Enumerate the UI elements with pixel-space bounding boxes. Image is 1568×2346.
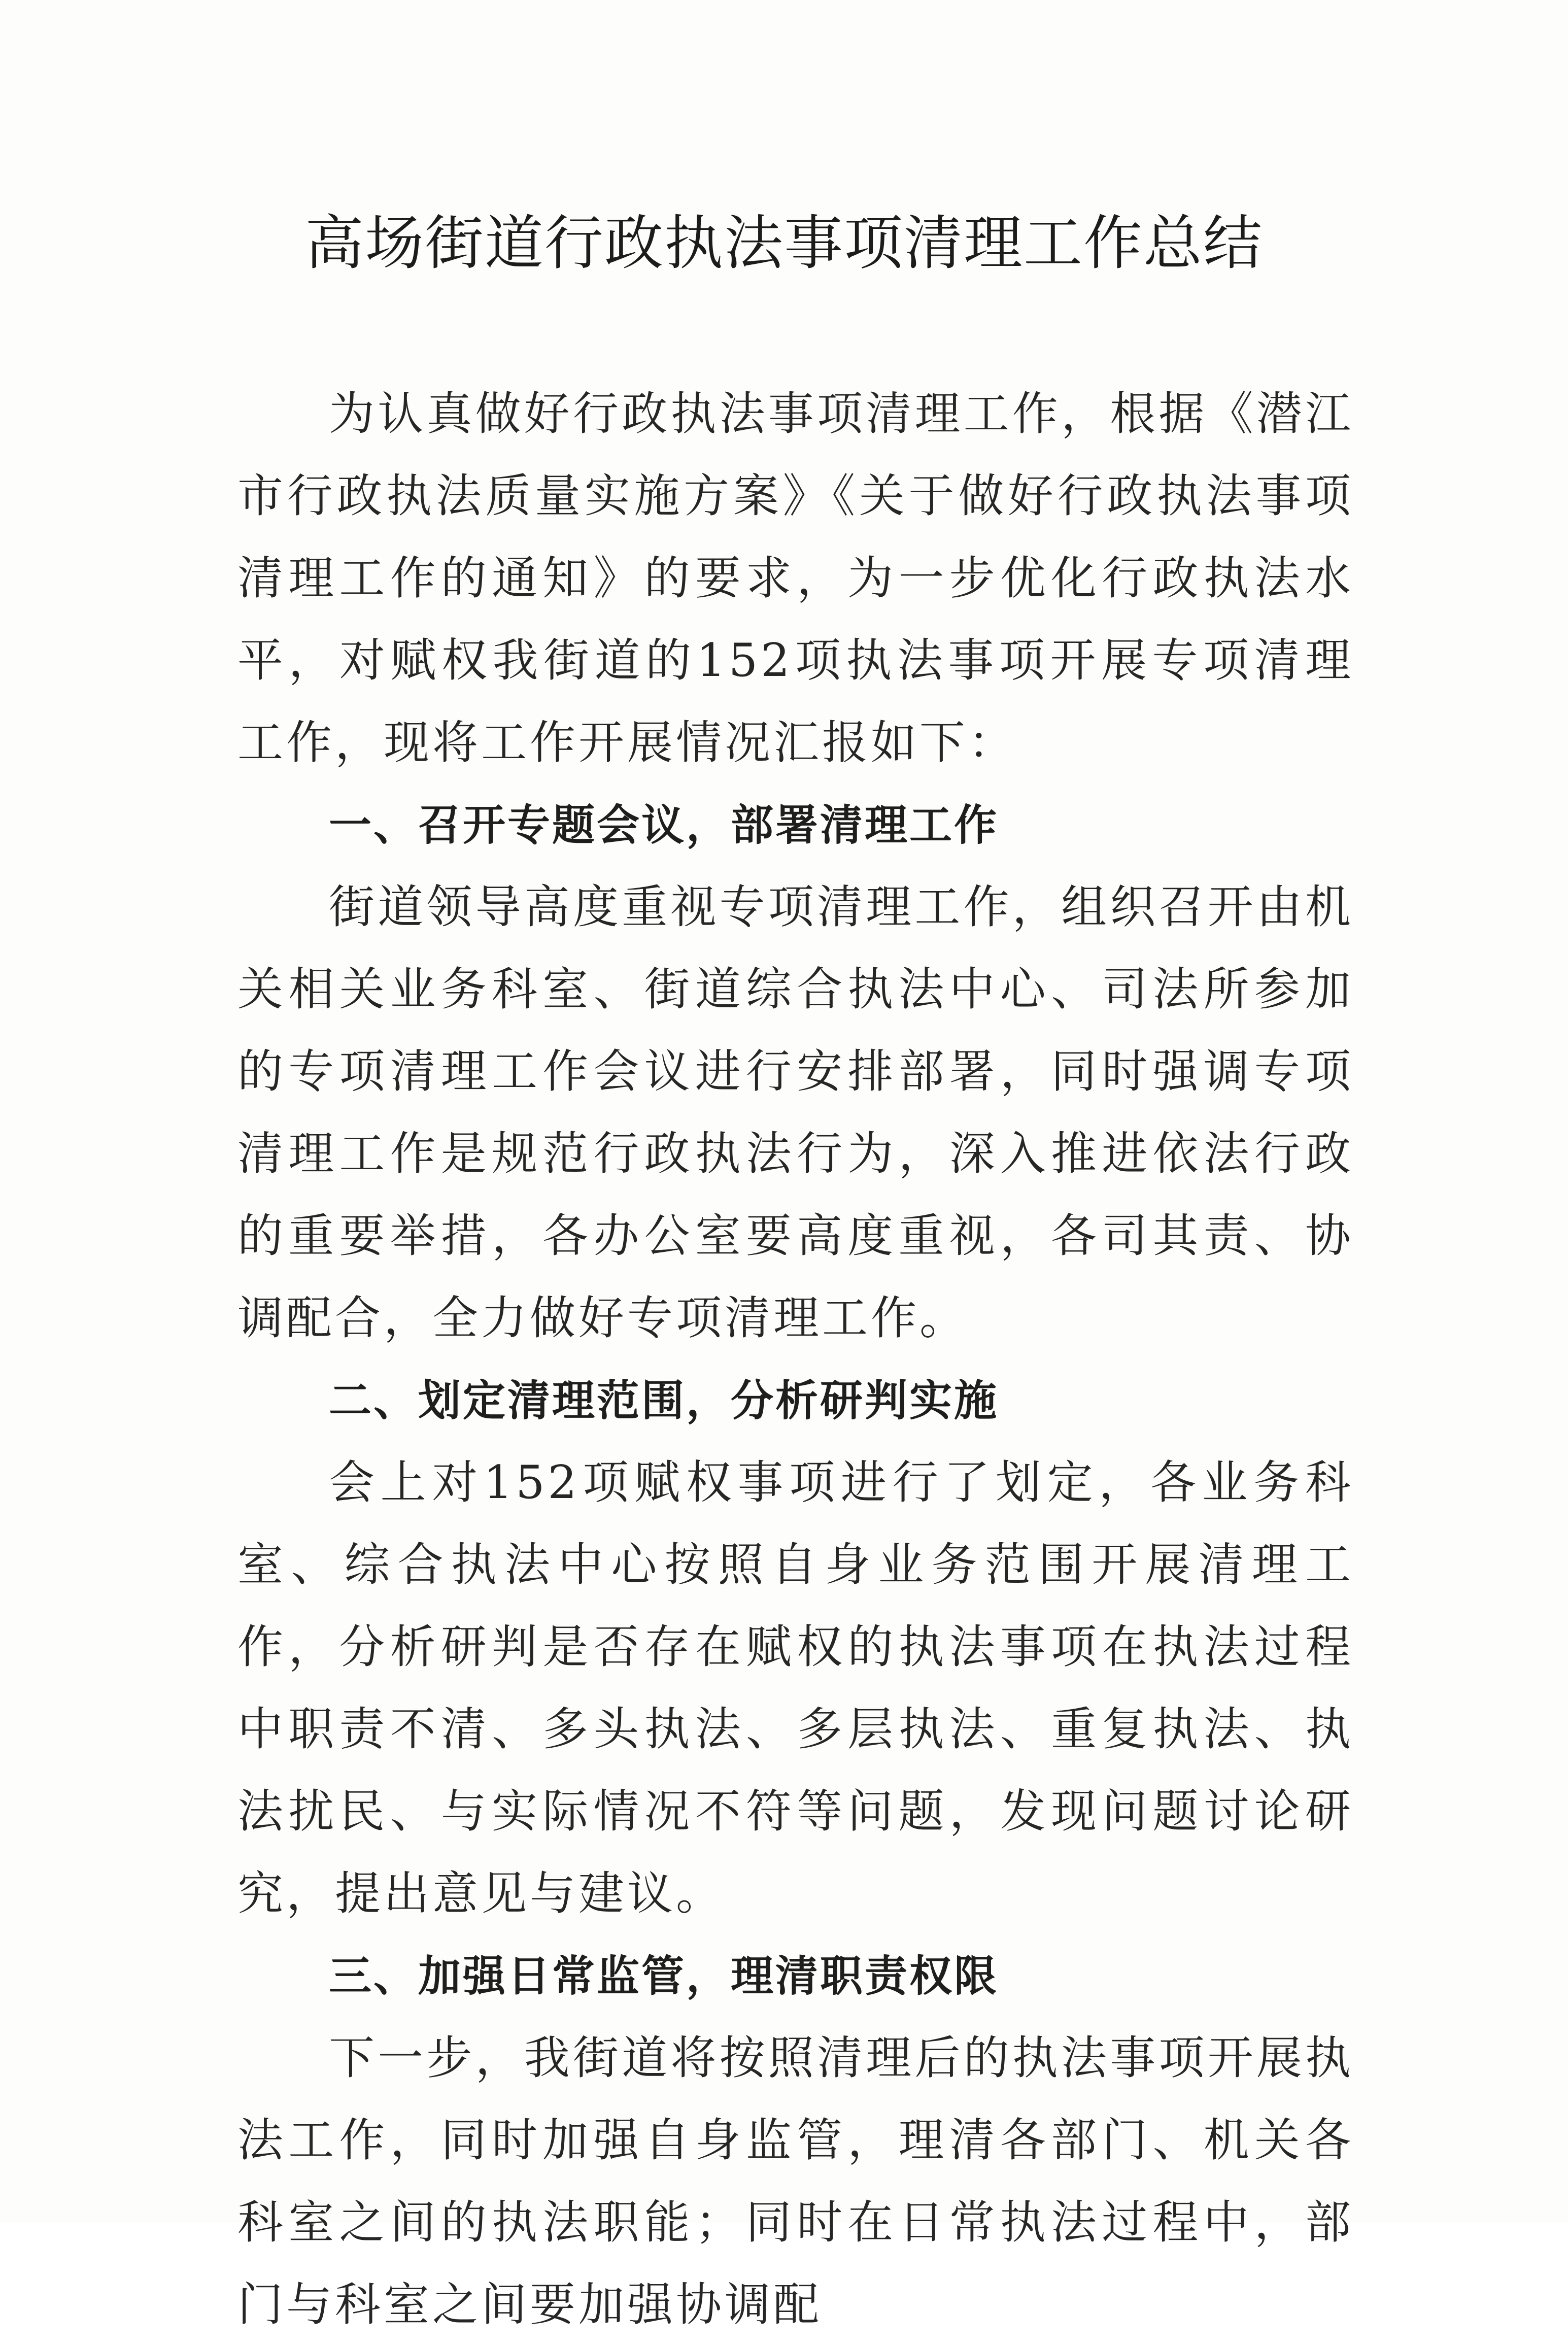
section-2-heading: 二、划定清理范围，分析研判实施: [329, 1376, 999, 1425]
section-3-heading: 三、加强日常监管，理清职责权限: [329, 1951, 999, 2001]
intro-paragraph: 为认真做好行政执法事项清理工作，根据《潜江市行政执法质量实施方案》《关于做好行政执法事项清理工作的通知》的要求，为一步优化行政执法水平，对赋权我街道的152项执法事项开展专项清理工作，现将工作开展情况汇报如下：: [237, 387, 1354, 769]
document-body: [237, 373, 1354, 2346]
section-1-paragraph: 街道领导高度重视专项清理工作，组织召开由机关相关业务科室、街道综合执法中心、司法所参加的专项清理工作会议进行安排部署，同时强调专项清理工作是规范行政执法行为，深入推进依法行政的重要举措，各办公室要高度重视，各司其责、协调配合，全力做好专项清理工作。: [237, 880, 1354, 1345]
document-title: 高场街道行政执法事项清理工作总结: [305, 209, 1263, 278]
section-1-heading: 一、召开专题会议，部署清理工作: [329, 800, 999, 850]
section-2-paragraph: 会上对152项赋权事项进行了划定，各业务科室、综合执法中心按照自身业务范围开展清理工作，分析研判是否存在赋权的执法事项在执法过程中职责不清、多头执法、多层执法、重复执法、执法扰民、与实际情况不符等问题，发现问题讨论研究，提出意见与建议。: [237, 1456, 1354, 1920]
section-3-paragraph: 下一步，我街道将按照清理后的执法事项开展执法工作，同时加强自身监管，理清各部门、机关各科室之间的执法职能；同时在日常执法过程中，部门与科室之间要加强协调配: [237, 2031, 1354, 2331]
